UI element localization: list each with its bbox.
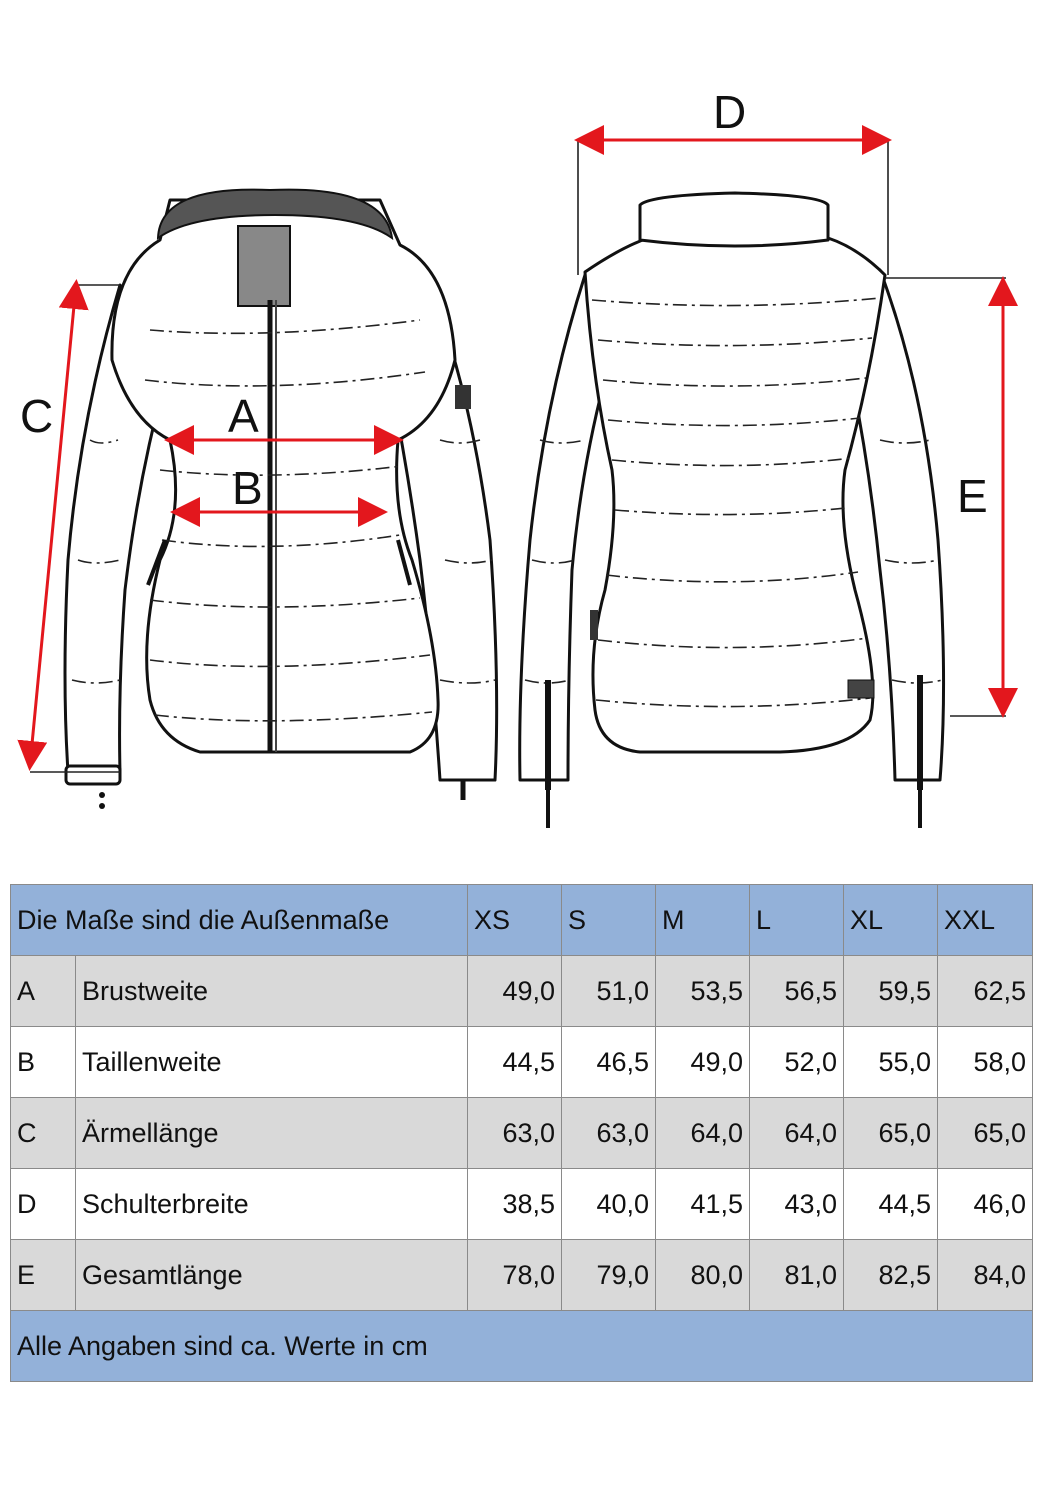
table-cell: 59,5	[844, 956, 938, 1027]
measure-name: Schulterbreite	[76, 1169, 468, 1240]
table-cell: 64,0	[656, 1098, 750, 1169]
table-cell: 46,0	[938, 1169, 1033, 1240]
size-header: XXL	[938, 885, 1033, 956]
table-cell: 41,5	[656, 1169, 750, 1240]
size-header: S	[562, 885, 656, 956]
table-row	[11, 1169, 1033, 1240]
table-cell: 79,0	[562, 1240, 656, 1311]
table-footer-row	[11, 1311, 1033, 1382]
table-cell: 65,0	[938, 1098, 1033, 1169]
table-cell: 78,0	[468, 1240, 562, 1311]
measure-code: E	[11, 1240, 76, 1311]
label-d: D	[713, 86, 747, 138]
table-cell: 62,5	[938, 956, 1033, 1027]
table-cell: 56,5	[750, 956, 844, 1027]
table-row	[11, 1098, 1033, 1169]
table-cell: 80,0	[656, 1240, 750, 1311]
table-cell: 58,0	[938, 1027, 1033, 1098]
size-header: M	[656, 885, 750, 956]
measure-code: C	[11, 1098, 76, 1169]
table-cell: 40,0	[562, 1169, 656, 1240]
table-cell: 81,0	[750, 1240, 844, 1311]
table-cell: 38,5	[468, 1169, 562, 1240]
table-cell: 64,0	[750, 1098, 844, 1169]
table-cell: 44,5	[844, 1169, 938, 1240]
measure-name: Ärmellänge	[76, 1098, 468, 1169]
table-cell: 49,0	[468, 956, 562, 1027]
jacket-front-illustration	[65, 190, 497, 809]
table-cell: 52,0	[750, 1027, 844, 1098]
label-e: E	[957, 470, 988, 522]
size-header: XS	[468, 885, 562, 956]
table-cell: 49,0	[656, 1027, 750, 1098]
table-header-row	[11, 885, 1033, 956]
measure-name: Brustweite	[76, 956, 468, 1027]
table-cell: 53,5	[656, 956, 750, 1027]
table-cell: 84,0	[938, 1240, 1033, 1311]
measure-name: Taillenweite	[76, 1027, 468, 1098]
table-cell: 46,5	[562, 1027, 656, 1098]
header-label: Die Maße sind die Außenmaße	[11, 885, 468, 956]
table-cell: 44,5	[468, 1027, 562, 1098]
measure-code: A	[11, 956, 76, 1027]
label-b: B	[232, 462, 263, 514]
size-header: L	[750, 885, 844, 956]
size-table	[10, 884, 1033, 1382]
measure-code: D	[11, 1169, 76, 1240]
table-cell: 82,5	[844, 1240, 938, 1311]
measure-name: Gesamtlänge	[76, 1240, 468, 1311]
measure-code: B	[11, 1027, 76, 1098]
table-cell: 55,0	[844, 1027, 938, 1098]
table-cell: 43,0	[750, 1169, 844, 1240]
table-cell: 63,0	[468, 1098, 562, 1169]
size-header: XL	[844, 885, 938, 956]
table-row	[11, 1027, 1033, 1098]
table-cell: 51,0	[562, 956, 656, 1027]
label-a: A	[228, 390, 259, 442]
table-row	[11, 956, 1033, 1027]
jacket-back-illustration	[520, 193, 944, 828]
footer-note: Alle Angaben sind ca. Werte in cm	[11, 1311, 1033, 1382]
table-row	[11, 1240, 1033, 1311]
table-cell: 63,0	[562, 1098, 656, 1169]
label-c: C	[20, 390, 54, 442]
table-cell: 65,0	[844, 1098, 938, 1169]
